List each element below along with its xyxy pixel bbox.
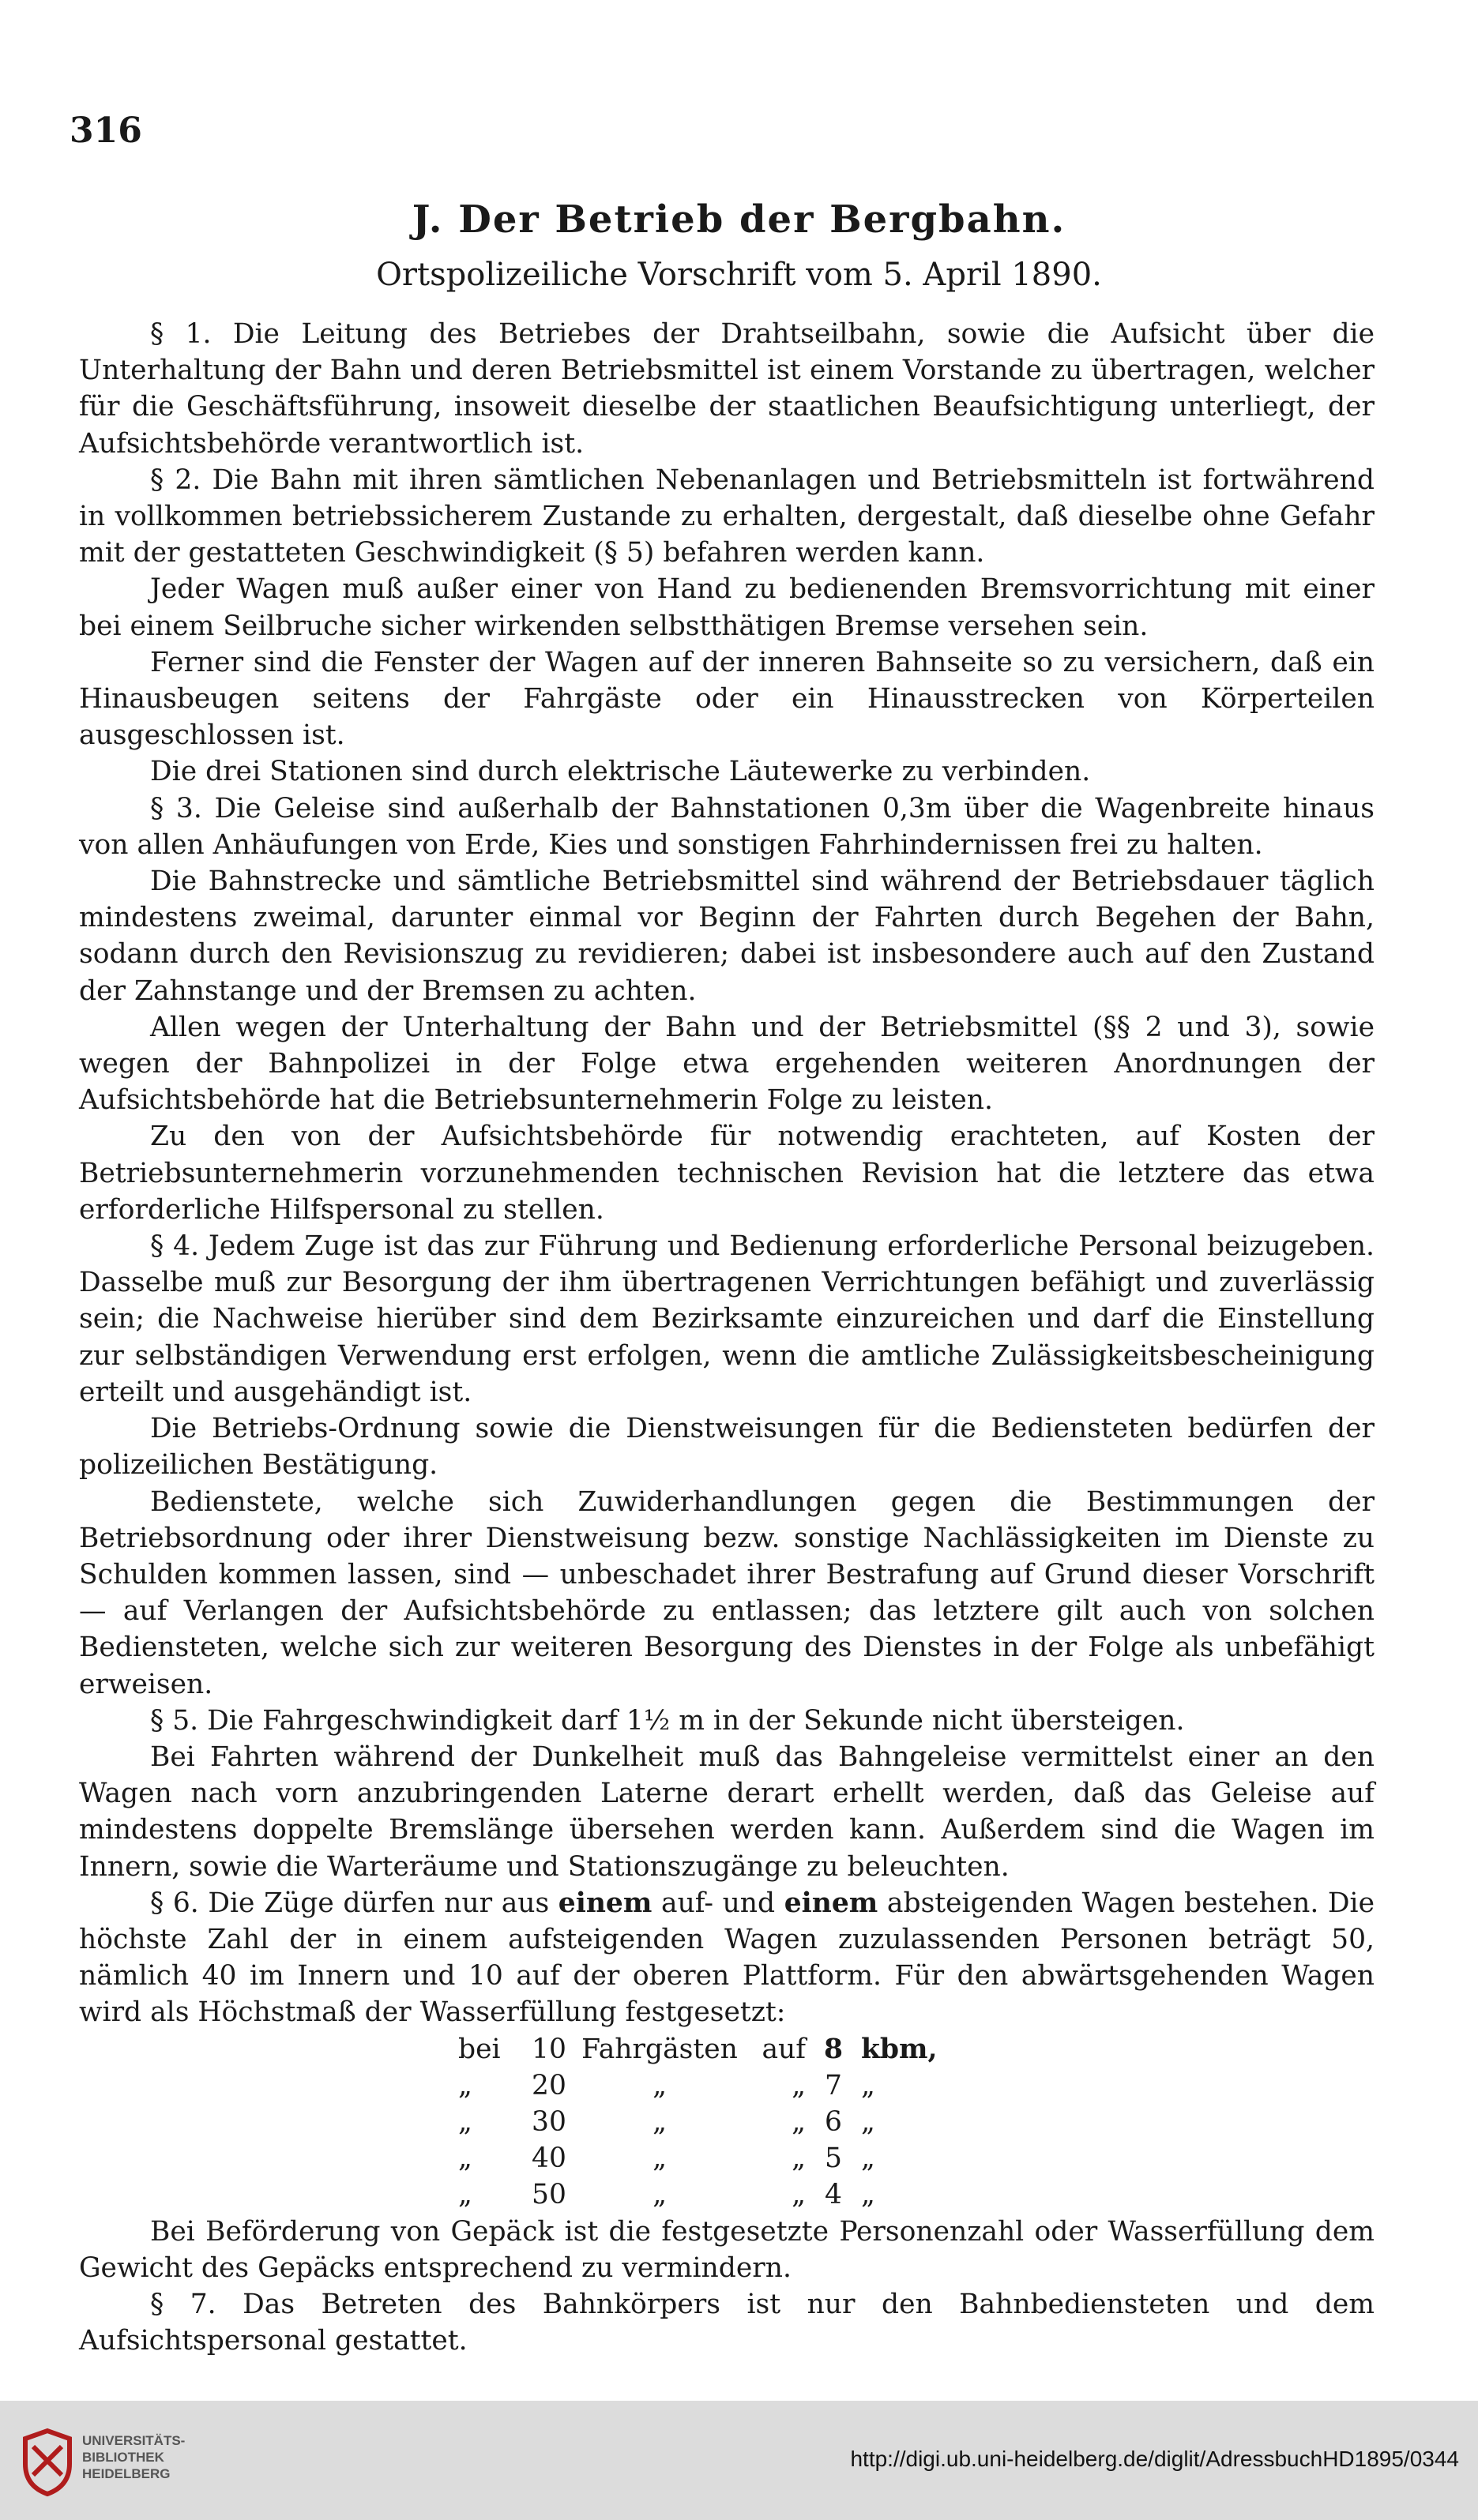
regulation-body (79, 316, 1375, 2359)
water-table-cell-kbm: 8 (823, 2033, 843, 2065)
water-table-row (458, 2067, 948, 2104)
water-table-cell-kbm: 5 (825, 2143, 842, 2175)
s6-text-mid: auf- und (661, 1887, 776, 1919)
paragraph-s2: § 2. Die Bahn mit ihren sämtlichen Nebenanlagen und Betriebsmitteln ist fortwährend in vollkommen betriebssicherem Zustande zu erhalten, dergestalt, daß dieselbe ohne Gefahr mit der gestatteten Geschwindigkeit (§ 5) befahren werden kann. (79, 464, 1375, 569)
s6-emphasis-2: einem (784, 1887, 878, 1919)
water-table-row (458, 2031, 948, 2067)
s6-text-pre: § 6. Die Züge dürfen nur aus (150, 1887, 550, 1919)
paragraph-s2d: Die drei Stationen sind durch elektrische Läutewerke zu verbinden. (150, 756, 1091, 788)
paragraph-s4: § 4. Jedem Zuge ist das zur Führung und Bedienung erforderliche Personal beizugeben. Dasselbe muß zur Besorgung der ihm übertragenen Verrichtungen befähigt und zuverlässig sein; die Nachweise hierüber sind dem Bezirksamte einzureichen und darf die Einstellung zur selbständigen Verwendung erst erfolgen, wenn die amtliche Zulässigkeitsbescheinigung erteilt und ausgehändigt ist. (79, 1230, 1375, 1408)
water-table-cell-prep2: „ (792, 2179, 806, 2211)
paragraph-s4c: Bedienstete, welche sich Zuwiderhandlungen gegen die Bestimmungen der Betriebsordnung oder ihrer Dienstweisung bezw. sonstige Nachlässigkeiten im Dienste zu Schulden kommen lassen, sind — unbeschadet ihrer Bestrafung auf Grund dieser Vorschrift — auf Verlangen der Aufsichtsbehörde zu entlassen; das letztere gilt auch von solchen Bediensteten, welche sich zur weiteren Besorgung des Dienstes in der Folge als unbefähigt erweisen. (79, 1485, 1375, 1700)
water-table-cell-label: „ (653, 2105, 667, 2138)
library-name-line: UNIVERSITÄTS- (82, 2433, 186, 2448)
library-name (82, 2432, 185, 2482)
water-table-cell-guests: 10 (532, 2033, 566, 2065)
water-table-cell-kbm: 4 (825, 2179, 842, 2211)
water-table-cell-unit: „ (861, 2143, 875, 2175)
paragraph-s6b: Bei Beförderung von Gepäck ist die festgesetzte Personenzahl oder Wasserfüllung dem Gewicht des Gepäcks entsprechend zu vermindern. (79, 2215, 1375, 2284)
page-number: 316 (70, 111, 142, 151)
paragraph-s2b: Jeder Wagen muß außer einer von Hand zu bedienenden Bremsvorrichtung mit einer bei einem Seilbruche sicher wirkenden selbstthätigen Bremse versehen sein. (79, 573, 1375, 642)
paragraph-s7: § 7. Das Betreten des Bahnkörpers ist nur den Bahnbediensteten und dem Aufsichtspersonal gestattet. (79, 2288, 1375, 2357)
library-logo[interactable] (16, 2424, 205, 2499)
water-table-cell-unit: kbm, (861, 2033, 938, 2065)
paragraph-s3b: Die Bahnstrecke und sämtliche Betriebsmittel sind während der Betriebsdauer täglich mindestens zweimal, darunter einmal vor Beginn der Fahrten durch Begehen der Bahn, sodann durch den Revisionszug zu revidieren; dabei ist insbesondere auch auf den Zustand der Zahnstange und der Bremsen zu achten. (79, 866, 1375, 1007)
water-table-row (458, 2104, 948, 2140)
water-table-cell-unit: „ (861, 2179, 875, 2211)
water-table-cell-prep2: auf (762, 2033, 806, 2065)
paragraph-s3d: Zu den von der Aufsichtsbehörde für notwendig erachteten, auf Kosten der Betriebsunternehmerin vorzunehmenden technischen Revision hat die letztere das etwa erforderliche Hilfspersonal zu stellen. (79, 1121, 1375, 1226)
source-url-link[interactable]: http://digi.ub.uni-heidelberg.de/diglit/AdressbuchHD1895/0344 (850, 2447, 1459, 2471)
regulation-subtitle: Ortspolizeiliche Vorschrift vom 5. April 1890. (376, 257, 1102, 293)
water-table-row (458, 2176, 948, 2213)
water-table-cell-unit: „ (861, 2105, 875, 2138)
s6-emphasis-1: einem (558, 1887, 653, 1919)
water-table-cell-prep: „ (458, 2105, 472, 2138)
water-table-cell-prep2: „ (792, 2105, 806, 2138)
water-table-cell-prep: „ (458, 2179, 472, 2211)
paragraph-s5b: Bei Fahrten während der Dunkelheit muß das Bahngeleise vermittelst einer an den Wagen nach vorn anzubringenden Laterne derart erhellt werden, daß das Geleise auf mindestens doppelte Bremslänge übersehen werden kann. Außerdem sind die Wagen im Innern, sowie die Warteräume und Stationszugänge zu beleuchten. (79, 1741, 1375, 1883)
water-table-cell-guests: 20 (532, 2069, 566, 2101)
water-table-cell-guests: 30 (532, 2105, 566, 2138)
water-table-cell-label: „ (653, 2143, 667, 2175)
s6-text-post: absteigenden Wagen bestehen. Die höchste Zahl der in einem aufsteigenden Wagen zuzulassenden Personen beträgt 50, nämlich 40 im Innern und 10 auf der oberen Plattform. Für den abwärtsgehenden Wagen wird als Höchstmaß der Wasserfüllung festgesetzt: (79, 1887, 1375, 2029)
water-table-cell-prep: „ (458, 2069, 472, 2101)
water-table-cell-unit: „ (861, 2069, 875, 2101)
water-table-cell-label: „ (653, 2069, 667, 2101)
paragraph-s3: § 3. Die Geleise sind außerhalb der Bahnstationen 0,3m über die Wagenbreite hinaus von allen Anhäufungen von Erde, Kies und sonstigen Fahrhindernissen frei zu halten. (79, 792, 1375, 861)
water-table-cell-prep2: „ (792, 2069, 806, 2101)
library-seal-icon (16, 2424, 79, 2499)
footer-bar (0, 2401, 1478, 2520)
paragraph-s1: § 1. Die Leitung des Betriebes der Drahtseilbahn, sowie die Aufsicht über die Unterhaltung der Bahn und deren Betriebsmittel ist einem Vorstande zu übertragen, welcher für die Geschäftsführung, insoweit dieselbe der staatlichen Beaufsichtigung unterliegt, der Aufsichtsbehörde verantwortlich ist. (79, 318, 1375, 460)
paragraph-s3c: Allen wegen der Unterhaltung der Bahn und der Betriebsmittel (§§ 2 und 3), sowie wegen der Bahnpolizei in der Folge etwa ergehenden weiteren Anordnungen der Aufsichtsbehörde hat die Betriebsunternehmerin Folge zu leisten. (79, 1011, 1375, 1117)
paragraph-s6 (79, 1885, 1375, 2031)
water-table-cell-prep: bei (458, 2033, 501, 2065)
water-table-cell-prep2: „ (792, 2143, 806, 2175)
library-name-line: HEIDELBERG (82, 2466, 171, 2481)
paragraph-s2c: Ferner sind die Fenster der Wagen auf der inneren Bahnseite so zu versichern, daß ein Hinausbeugen seitens der Fahrgäste oder ein Hinausstrecken von Körperteilen ausgeschlossen ist. (79, 646, 1375, 752)
water-table-cell-label: „ (653, 2179, 667, 2211)
section-title: J. Der Betrieb der Bergbahn. (412, 197, 1066, 242)
water-table-row (458, 2140, 948, 2176)
water-fill-table (458, 2031, 948, 2214)
water-table-cell-label: Fahrgästen (581, 2033, 738, 2065)
paragraph-s4b: Die Betriebs-Ordnung sowie die Dienstweisungen für die Bediensteten bedürfen der polizeilichen Bestätigung. (79, 1413, 1375, 1482)
water-table-cell-guests: 50 (532, 2179, 566, 2211)
water-table-cell-prep: „ (458, 2143, 472, 2175)
water-table-cell-kbm: 6 (825, 2105, 842, 2138)
paragraph-s5: § 5. Die Fahrgeschwindigkeit darf 1½ m in der Sekunde nicht übersteigen. (150, 1704, 1185, 1737)
water-table-cell-kbm: 7 (825, 2069, 842, 2101)
water-table-cell-guests: 40 (532, 2143, 566, 2175)
library-name-line: BIBLIOTHEK (82, 2450, 164, 2465)
